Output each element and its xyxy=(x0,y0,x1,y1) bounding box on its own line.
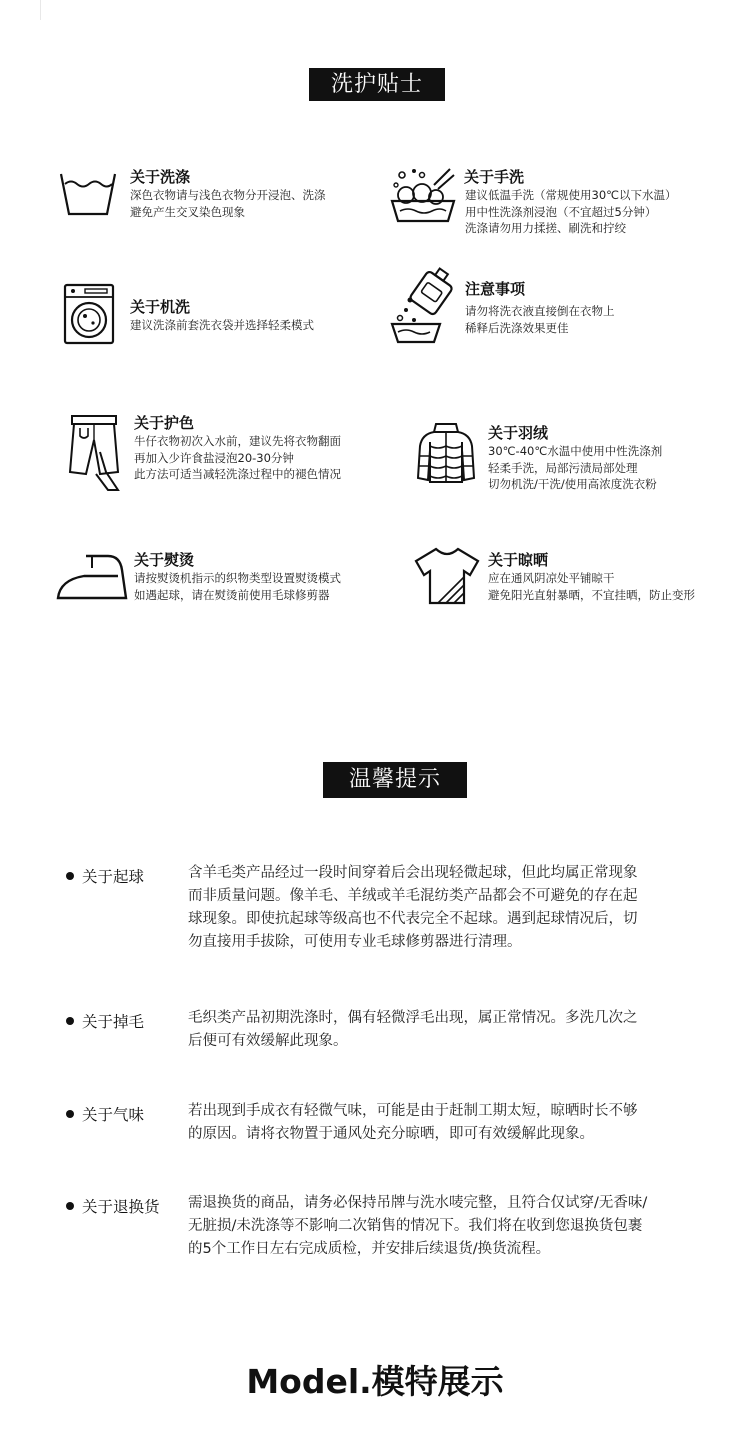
tips-section-title: 温馨提示 xyxy=(323,762,467,798)
care-title-drying: 关于晾晒 xyxy=(488,551,549,569)
jeans-icon xyxy=(66,412,122,492)
bullet-dot xyxy=(66,1202,74,1210)
care-desc-notice: 请勿将洗衣液直接倒在衣物上 稀释后洗涤效果更佳 xyxy=(465,304,615,335)
care-desc-machine-wash: 建议洗涤前套洗衣袋并选择轻柔模式 xyxy=(130,318,314,332)
bullet-dot xyxy=(66,1017,74,1025)
hand-wash-icon xyxy=(388,165,458,227)
care-title-machine-wash: 关于机洗 xyxy=(130,298,191,316)
detergent-bottle-icon xyxy=(388,262,458,344)
tip-text: 含羊毛类产品经过一段时间穿着后会出现轻微起球，但此均属正常现象 而非质量问题。像羊毛、羊绒或羊毛混纺类产品都会不可避免的存在起 球现象。即使抗起球等级高也不代表完全不起球。遇到起球情况后，切 勿直接用手拔除，可使用专业毛球修剪器进行清理。 xyxy=(188,865,638,950)
care-title-hand-wash: 关于手洗 xyxy=(464,168,525,186)
bullet-dot xyxy=(66,872,74,880)
care-desc-washing: 深色衣物请与浅色衣物分开浸泡、洗涤 避免产生交叉染色现象 xyxy=(130,188,326,219)
care-title-down: 关于羽绒 xyxy=(488,424,549,442)
care-title-color-care: 关于护色 xyxy=(134,414,195,432)
care-desc-color-care: 牛仔衣物初次入水前，建议先将衣物翻面 再加入少许食盐浸泡20-30分钟 此方法可适当减轻洗涤过程中的褪色情况 xyxy=(134,434,341,481)
care-desc-ironing: 请按熨烫机指示的织物类型设置熨烫模式 如遇起球，请在熨烫前使用毛球修剪器 xyxy=(134,571,341,602)
wash-basin-icon xyxy=(58,168,118,218)
top-divider xyxy=(40,0,41,20)
care-desc-down: 30℃-40℃水温中使用中性洗涤剂 轻柔手洗，局部污渍局部处理 切勿机洗/干洗/使用高浓度洗衣粉 xyxy=(488,444,663,491)
model-section-title: Model.模特展示 xyxy=(246,1362,504,1401)
tip-text: 若出现到手成衣有轻微气味，可能是由于赶制工期太短，晾晒时长不够 的原因。请将衣物置于通风处充分晾晒，即可有效缓解此现象。 xyxy=(188,1103,638,1142)
care-desc-hand-wash: 建议低温手洗（常规使用30℃以下水温） 用中性洗涤剂浸泡（不宜超过5分钟） 洗涤请勿用力揉搓、刷洗和拧绞 xyxy=(465,188,677,235)
tshirt-dry-icon xyxy=(412,545,482,607)
bullet-dot xyxy=(66,1110,74,1118)
care-title-ironing: 关于熨烫 xyxy=(134,551,195,569)
tip-label: 关于起球 xyxy=(82,868,145,886)
tip-text: 毛织类产品初期洗涤时，偶有轻微浮毛出现，属正常情况。多洗几次之 后便可有效缓解此现象。 xyxy=(188,1010,638,1049)
down-jacket-icon xyxy=(414,420,478,488)
care-title-washing: 关于洗涤 xyxy=(130,168,191,186)
care-section-title: 洗护贴士 xyxy=(309,68,445,101)
tip-label: 关于掉毛 xyxy=(82,1013,145,1031)
tip-label: 关于退换货 xyxy=(82,1198,160,1216)
care-desc-drying: 应在通风阴凉处平铺晾干 避免阳光直射暴晒，不宜挂晒，防止变形 xyxy=(488,571,695,602)
washing-machine-icon xyxy=(63,283,115,345)
tip-text: 需退换货的商品，请务必保持吊牌与洗水唛完整，且符合仅试穿/无香味/ 无脏损/未洗涤等不影响二次销售的情况下。我们将在收到您退换货包裹 的5个工作日左右完成质检，并安排后续退货/换货流程。 xyxy=(188,1195,648,1257)
tip-label: 关于气味 xyxy=(82,1106,145,1124)
care-title-notice: 注意事项 xyxy=(465,280,526,298)
iron-icon xyxy=(56,550,128,602)
